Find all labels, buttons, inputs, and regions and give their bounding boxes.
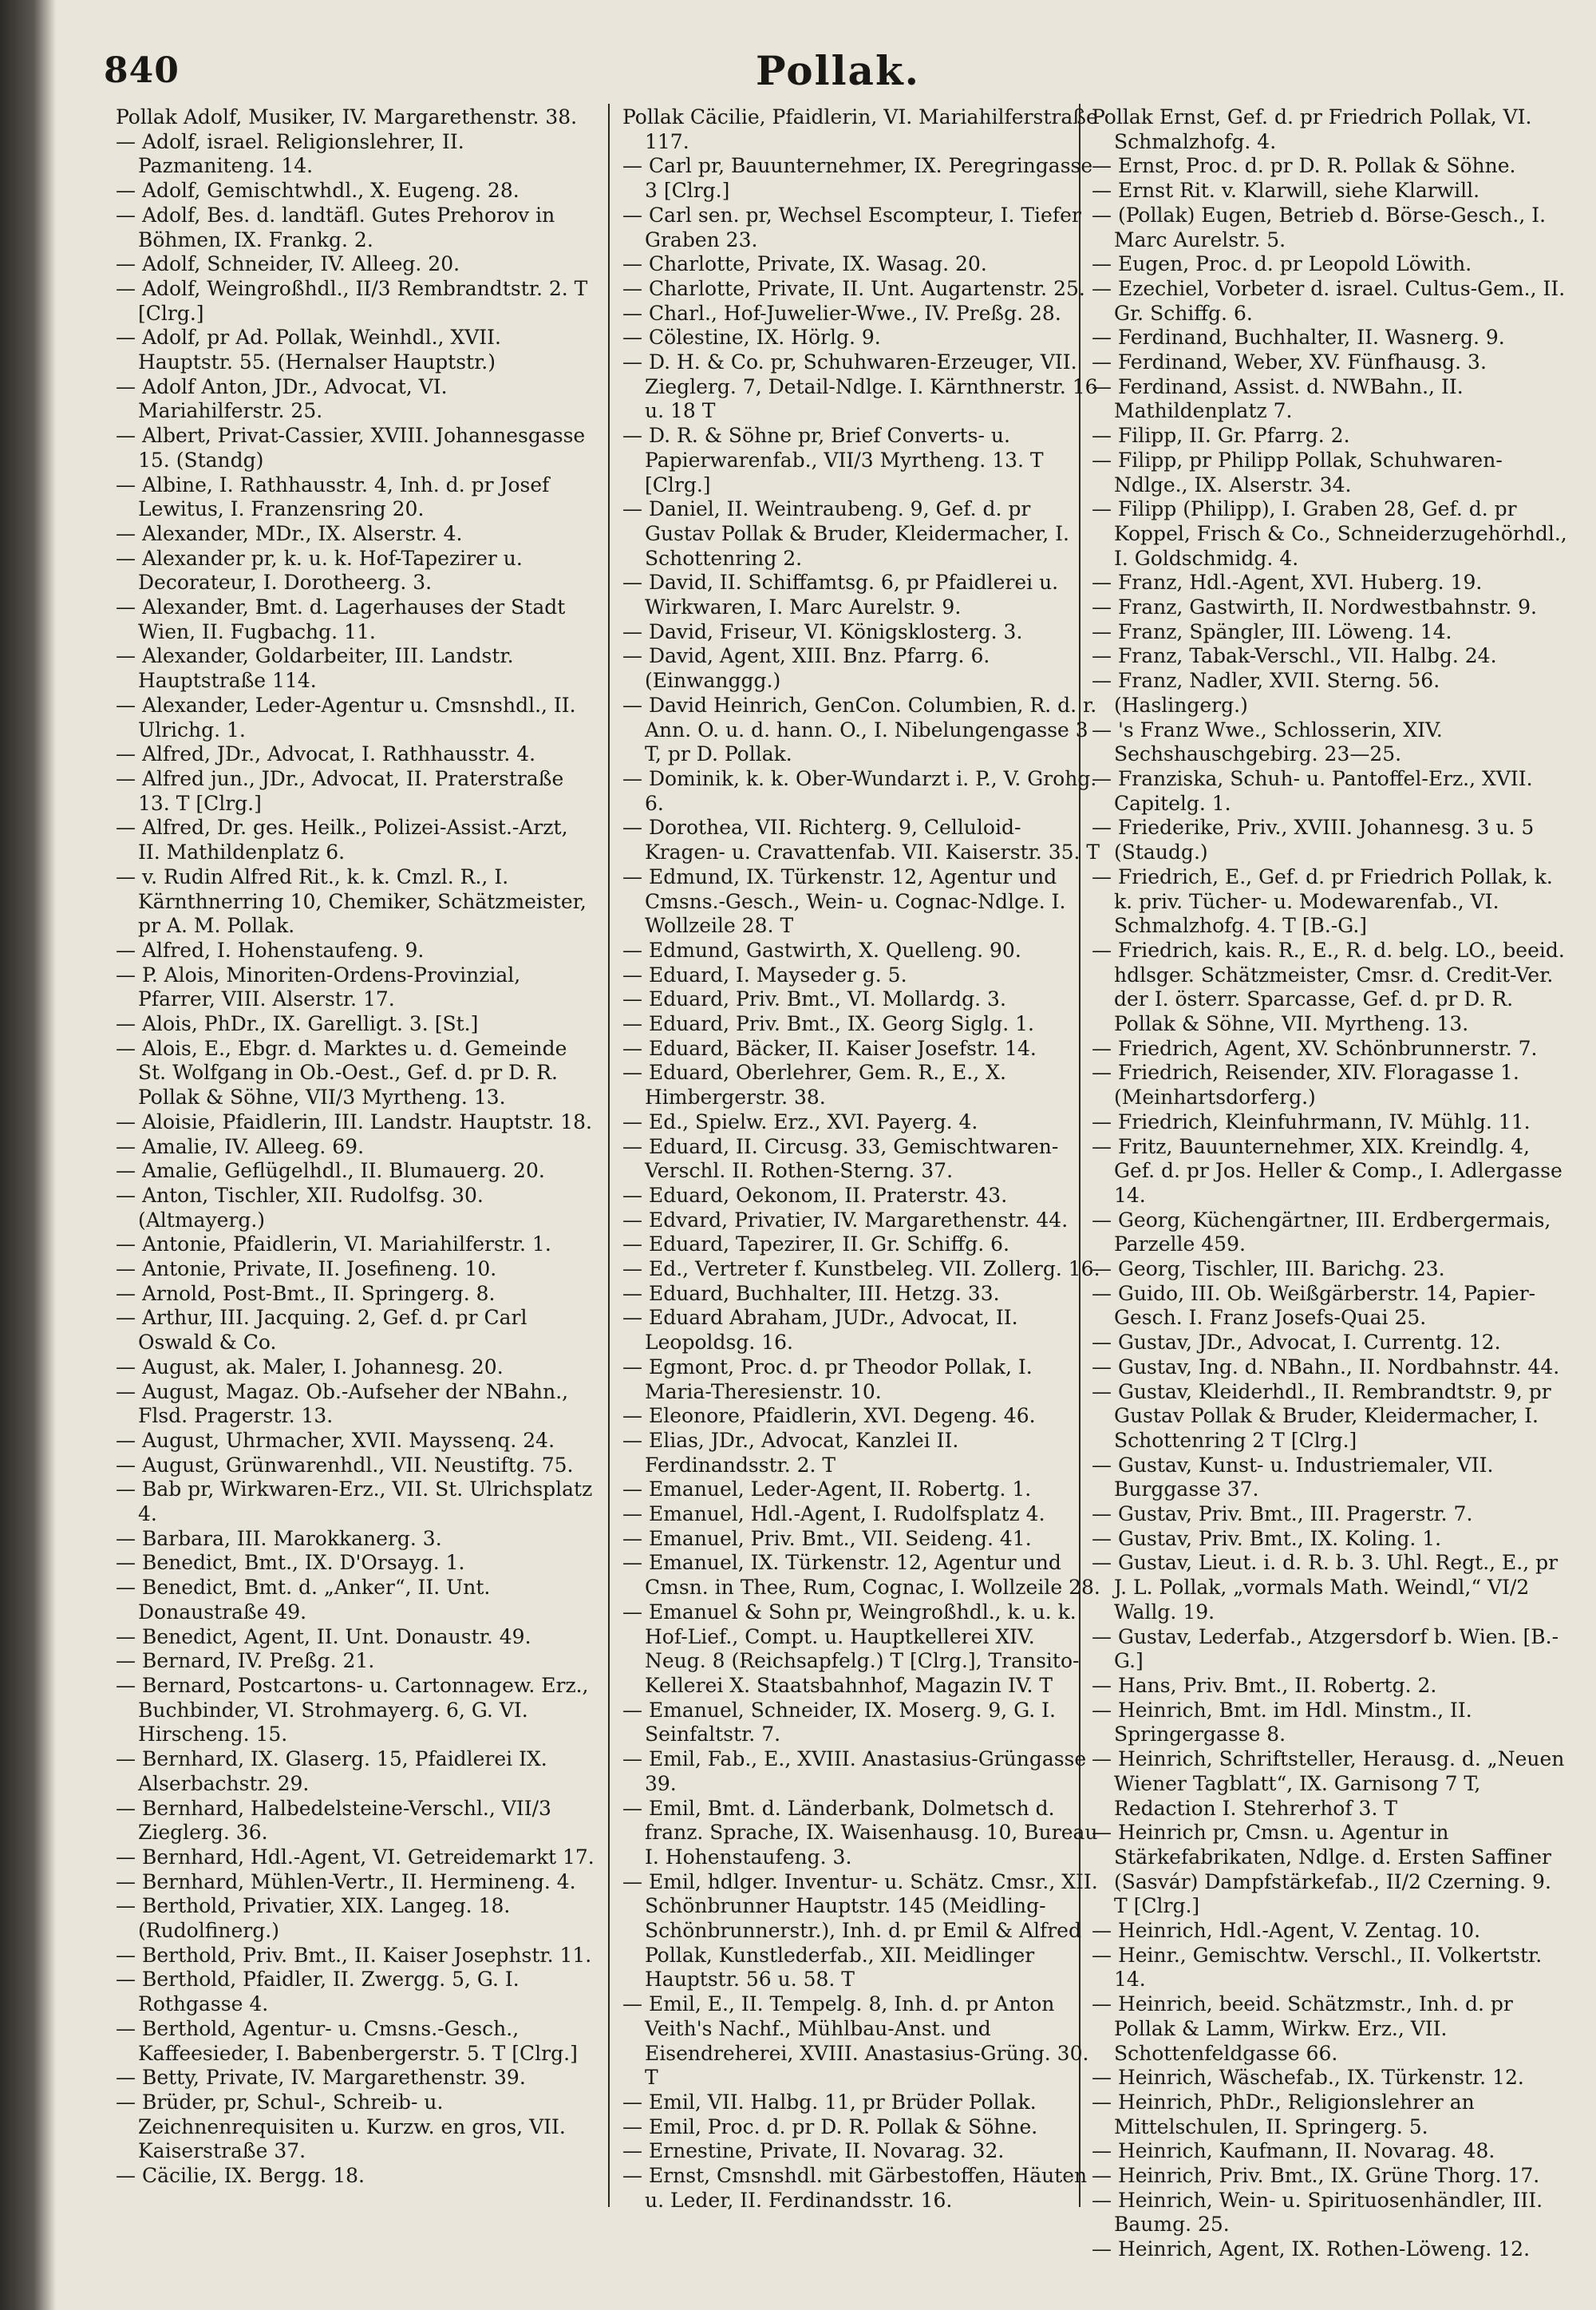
directory-entry: — Friedrich, E., Gef. d. pr Friedrich Pollak, k. k. priv. Tücher- u. Modewarenfab., VI. Schmalzhofg. 4. T [B.-G.]: [1092, 864, 1553, 938]
directory-entry: — Alfred, JDr., Advocat, I. Rathhausstr. 4.: [116, 742, 536, 766]
column-left: [116, 105, 595, 2189]
directory-entry: — Eduard, I. Mayseder g. 5.: [622, 963, 907, 987]
directory-entry: — Adolf, pr Ad. Pollak, Weinhdl., XVII. Hauptstr. 55. (Hernalser Hauptstr.): [116, 326, 501, 374]
directory-entry: — v. Rudin Alfred Rit., k. k. Cmzl. R., I. Kärnthnerring 10, Chemiker, Schätzmeister, pr A. M. Pollak.: [116, 864, 587, 938]
directory-entry: — Emil, Bmt. d. Länderbank, Dolmetsch d. franz. Sprache, IX. Waisenhausg. 10, Bureau I. Hohenstaufeng. 3.: [622, 1796, 1098, 1869]
directory-entry: — Gustav, Priv. Bmt., IX. Koling. 1.: [1092, 1526, 1442, 1550]
directory-entry: — Benedict, Bmt. d. „Anker“, II. Unt. Donaustraße 49.: [116, 1576, 491, 1624]
directory-entry: — Emil, E., II. Tempelg. 8, Inh. d. pr Anton Veith's Nachf., Mühlbau-Anst. und Eisendreherei, XVIII. Anastasius-Grüng. 30. T: [622, 1992, 1089, 2090]
directory-entry: — Eduard, Priv. Bmt., VI. Mollardg. 3.: [622, 987, 1006, 1011]
directory-entry: — Gustav, Kunst- u. Industriemaler, VII. Burggasse 37.: [1092, 1453, 1494, 1501]
directory-entry: — Ernst, Proc. d. pr D. R. Pollak & Söhne.: [1092, 154, 1516, 178]
directory-entry: — Benedict, Agent, II. Unt. Donaustr. 49.: [116, 1624, 531, 1648]
directory-entry: — Eduard, II. Circusg. 33, Gemischtwaren-Verschl. II. Rothen-Sterng. 37.: [622, 1134, 1059, 1183]
directory-entry: — Heinrich, Bmt. im Hdl. Minstm., II. Springergasse 8.: [1092, 1698, 1472, 1746]
directory-entry: — Emanuel & Sohn pr, Weingroßhdl., k. u. k. Hof-Lief., Compt. u. Hauptkellerei XIV. Neug. 8 (Reichsapfelg.) T [Clrg.], Transito-Kellerei X. Staatsbahnhof, Magazin IV. T: [622, 1600, 1080, 1697]
directory-entry: — Berthold, Priv. Bmt., II. Kaiser Josephstr. 11.: [116, 1943, 592, 1967]
directory-entry: — Berthold, Agentur- u. Cmsns.-Gesch., Kaffeesieder, I. Babenbergerstr. 5. T [Clrg.]: [116, 2016, 578, 2065]
directory-entry: — Emil, VII. Halbg. 11, pr Brüder Pollak.: [622, 2090, 1037, 2114]
directory-entry: — Anton, Tischler, XII. Rudolfsg. 30. (Altmayerg.): [116, 1183, 484, 1232]
directory-entry: — Heinrich, PhDr., Religionslehrer an Mittelschulen, II. Springerg. 5.: [1092, 2090, 1475, 2138]
directory-entry: — Heinrich, Wäschefab., IX. Türkenstr. 12.: [1092, 2066, 1524, 2090]
directory-entry: — Gustav, Lederfab., Atzgersdorf b. Wien. [B.-G.]: [1092, 1624, 1559, 1673]
directory-entry: — Amalie, Geflügelhdl., II. Blumauerg. 20.: [116, 1159, 545, 1183]
directory-entry: — Edvard, Privatier, IV. Margarethenstr. 44.: [622, 1208, 1069, 1232]
directory-entry: — Bernhard, Halbedelsteine-Verschl., VII/3 Zieglerg. 36.: [116, 1796, 551, 1845]
directory-entry: — Friedrich, kais. R., E., R. d. belg. LO., beeid. hdlsger. Schätzmeister, Cmsr. d. Credit-Ver. der I. österr. Sparcasse, Gef. d. pr D. R. Pollak & Söhne, VII. Myrtheng. 13.: [1092, 938, 1565, 1036]
directory-entry: — Alexander, MDr., IX. Alserstr. 4.: [116, 521, 463, 545]
column-right: [1092, 105, 1570, 2262]
directory-entry: — Alois, E., Ebgr. d. Marktes u. d. Gemeinde St. Wolfgang in Ob.-Oest., Gef. d. pr D. R. Pollak & Söhne, VII/3 Myrtheng. 13.: [116, 1036, 567, 1110]
directory-entry: Pollak Adolf, Musiker, IV. Margarethenstr. 38.: [116, 105, 578, 129]
directory-entry: — David Heinrich, GenCon. Columbien, R. d. r. Ann. O. u. d. hann. O., I. Nibelungengasse 3 T, pr D. Pollak.: [622, 693, 1097, 766]
directory-entry: — Hans, Priv. Bmt., II. Robertg. 2.: [1092, 1674, 1437, 1697]
directory-entry: — Cäcilie, IX. Bergg. 18.: [116, 2164, 365, 2188]
directory-entry: — August, Uhrmacher, XVII. Mayssenq. 24.: [116, 1428, 555, 1452]
directory-entry: — Brüder, pr, Schul-, Schreib- u. Zeichnenrequisiten u. Kurzw. en gros, VII. Kaiserstraße 37.: [116, 2090, 566, 2163]
directory-entry: — August, ak. Maler, I. Johannesg. 20.: [116, 1355, 504, 1378]
directory-entry: — Berthold, Pfaidler, II. Zwergg. 5, G. I. Rothgasse 4.: [116, 1968, 519, 2016]
directory-entry: — Albert, Privat-Cassier, XVIII. Johannesgasse 15. (Standg): [116, 424, 586, 472]
directory-entry: — Alexander, Bmt. d. Lagerhauses der Stadt Wien, II. Fugbachg. 11.: [116, 595, 566, 643]
directory-entry: — Fritz, Bauunternehmer, XIX. Kreindlg. 4, Gef. d. pr Jos. Heller & Comp., I. Adlergasse 14.: [1092, 1134, 1562, 1207]
directory-entry: — Alexander pr, k. u. k. Hof-Tapezirer u. Decorateur, I. Dorotheerg. 3.: [116, 546, 523, 595]
directory-entry: — Eduard, Tapezirer, II. Gr. Schiffg. 6.: [622, 1232, 1009, 1256]
directory-entry: — Heinrich, Agent, IX. Rothen-Löweng. 12.: [1092, 2237, 1531, 2261]
directory-entry: — Franz, Spängler, III. Löweng. 14.: [1092, 619, 1452, 643]
directory-entry: — Georg, Tischler, III. Barichg. 23.: [1092, 1257, 1445, 1281]
directory-entry: — Betty, Private, IV. Margarethenstr. 39.: [116, 2066, 526, 2090]
directory-entry: — Eduard, Oekonom, II. Praterstr. 43.: [622, 1183, 1008, 1207]
directory-entry: — Gustav, Lieut. i. d. R. b. 3. Uhl. Regt., E., pr J. L. Pollak, „vormals Math. Weindl,“ VI/2 Wallg. 19.: [1092, 1551, 1558, 1624]
directory-entry: — Carl sen. pr, Wechsel Escompteur, I. Tiefer Graben 23.: [622, 203, 1081, 251]
directory-entry: — Ernst Rit. v. Klarwill, siehe Klarwill.: [1092, 179, 1480, 203]
directory-entry: — David, Agent, XIII. Bnz. Pfarrg. 6. (Einwanggg.): [622, 644, 990, 693]
directory-entry: — Eduard, Oberlehrer, Gem. R., E., X. Himbergerstr. 38.: [622, 1061, 1006, 1110]
directory-entry: — Adolf, israel. Religionslehrer, II. Pazmaniteng. 14.: [116, 129, 464, 178]
directory-entry: — Franz, Hdl.-Agent, XVI. Huberg. 19.: [1092, 571, 1483, 595]
directory-entry: — Adolf Anton, JDr., Advocat, VI. Mariahilferstr. 25.: [116, 374, 448, 423]
scan-edge-shadow: [0, 0, 56, 2310]
directory-entry: — Franziska, Schuh- u. Pantoffel-Erz., XVII. Capitelg. 1.: [1092, 766, 1533, 815]
directory-entry: — Antonie, Private, II. Josefineng. 10.: [116, 1257, 497, 1281]
column-middle: [622, 105, 1101, 2213]
directory-entry: — Ed., Spielw. Erz., XVI. Payerg. 4.: [622, 1110, 978, 1133]
directory-entry: — Georg, Küchengärtner, III. Erdbergermais, Parzelle 459.: [1092, 1208, 1551, 1256]
directory-entry: — Gustav, Priv. Bmt., III. Pragerstr. 7.: [1092, 1502, 1473, 1526]
directory-entry: — Bab pr, Wirkwaren-Erz., VII. St. Ulrichsplatz 4.: [116, 1477, 593, 1526]
directory-entry: — Eduard, Priv. Bmt., IX. Georg Siglg. 1.: [622, 1012, 1034, 1036]
directory-entry: — Cölestine, IX. Hörlg. 9.: [622, 326, 881, 350]
directory-entry: — David, II. Schiffamtsg. 6, pr Pfaidlerei u. Wirkwaren, I. Marc Aurelstr. 9.: [622, 571, 1059, 619]
page-number: 840: [104, 50, 180, 91]
directory-entry: — Adolf, Weingroßhdl., II/3 Rembrandtstr. 2. T [Clrg.]: [116, 276, 588, 325]
directory-entry: — 's Franz Wwe., Schlosserin, XIV. Sechshauschgebirg. 23—25.: [1092, 718, 1443, 766]
directory-entry: — Dominik, k. k. Ober-Wundarzt i. P., V. Grohg. 6.: [622, 766, 1097, 815]
directory-entry: — Alfred jun., JDr., Advocat, II. Praterstraße 13. T [Clrg.]: [116, 766, 564, 815]
directory-entry: — P. Alois, Minoriten-Ordens-Provinzial, Pfarrer, VIII. Alserstr. 17.: [116, 963, 521, 1011]
directory-entry: — Alexander, Goldarbeiter, III. Landstr. Hauptstraße 114.: [116, 644, 514, 693]
directory-entry: — Charlotte, Private, IX. Wasag. 20.: [622, 252, 987, 276]
directory-entry: — Dorothea, VII. Richterg. 9, Celluloid-Kragen- u. Cravattenfab. VII. Kaiserstr. 35. T: [622, 816, 1100, 864]
directory-entry: — Arthur, III. Jacquing. 2, Gef. d. pr Carl Oswald & Co.: [116, 1306, 527, 1355]
directory-entry: — Heinrich, Priv. Bmt., IX. Grüne Thorg. 17.: [1092, 2164, 1540, 2188]
directory-entry: — August, Grünwarenhdl., VII. Neustiftg. 75.: [116, 1453, 574, 1477]
directory-entry: — Eduard, Buchhalter, III. Hetzg. 33.: [622, 1281, 1000, 1305]
directory-entry: — Ferdinand, Assist. d. NWBahn., II. Mathildenplatz 7.: [1092, 374, 1464, 423]
directory-entry: — Carl pr, Bauunternehmer, IX. Peregringasse 3 [Clrg.]: [622, 154, 1093, 203]
directory-entry: — Emanuel, Schneider, IX. Moserg. 9, G. I. Seinfaltstr. 7.: [622, 1698, 1056, 1746]
directory-entry: — Ferdinand, Weber, XV. Fünfhausg. 3.: [1092, 350, 1487, 374]
directory-entry: — Daniel, II. Weintraubeng. 9, Gef. d. pr Gustav Pollak & Bruder, Kleidermacher, I. Schottenring 2.: [622, 497, 1069, 570]
directory-entry: — Heinrich pr, Cmsn. u. Agentur in Stärkefabrikaten, Ndlge. d. Ersten Saffiner (Sasvár) Dampfstärkefab., II/2 Czerning. 9. T [Clrg.]: [1092, 1821, 1551, 1918]
directory-entry: — Emil, Proc. d. pr D. R. Pollak & Söhne.: [622, 2114, 1038, 2138]
directory-entry: — Albine, I. Rathhausstr. 4, Inh. d. pr Josef Lewitus, I. Franzensring 20.: [116, 473, 550, 521]
directory-entry: — Filipp, II. Gr. Pfarrg. 2.: [1092, 424, 1350, 448]
directory-entry: — Bernard, Postcartons- u. Cartonnagew. Erz., Buchbinder, VI. Strohmayerg. 6, G. VI. Hirscheng. 15.: [116, 1674, 589, 1746]
directory-entry: — Emanuel, Leder-Agent, II. Robertg. 1.: [622, 1477, 1032, 1501]
directory-entry: — August, Magaz. Ob.-Aufseher der NBahn., Flsd. Pragerstr. 13.: [116, 1379, 569, 1428]
running-head: Pollak.: [755, 47, 921, 94]
directory-entry: — Alfred, Dr. ges. Heilk., Polizei-Assist.-Arzt, II. Mathildenplatz 6.: [116, 816, 568, 864]
directory-entry: Pollak Cäcilie, Pfaidlerin, VI. Mariahilferstraße 117.: [622, 105, 1098, 153]
directory-entry: — Elias, JDr., Advocat, Kanzlei II. Ferdinandsstr. 2. T: [622, 1428, 959, 1477]
column-divider: [608, 104, 610, 2207]
directory-entry: — Adolf, Bes. d. landtäfl. Gutes Prehorov in Böhmen, IX. Frankg. 2.: [116, 203, 555, 251]
directory-entry: — Emanuel, Hdl.-Agent, I. Rudolfsplatz 4.: [622, 1502, 1045, 1526]
directory-entry: — Antonie, Pfaidlerin, VI. Mariahilferstr. 1.: [116, 1232, 551, 1256]
directory-entry: — (Pollak) Eugen, Betrieb d. Börse-Gesch., I. Marc Aurelstr. 5.: [1092, 203, 1547, 251]
directory-entry: — Edmund, Gastwirth, X. Quelleng. 90.: [622, 938, 1021, 962]
directory-entry: — Charlotte, Private, II. Unt. Augartenstr. 25.: [622, 276, 1085, 300]
directory-entry: — Ernestine, Private, II. Novarag. 32.: [622, 2139, 1005, 2163]
directory-entry: — David, Friseur, VI. Königsklosterg. 3.: [622, 619, 1023, 643]
directory-entry: — Heinrich, Hdl.-Agent, V. Zentag. 10.: [1092, 1919, 1481, 1943]
directory-entry: — Emanuel, IX. Türkenstr. 12, Agentur und Cmsn. in Thee, Rum, Cognac, I. Wollzeile 28.: [622, 1551, 1100, 1600]
directory-entry: — Amalie, IV. Alleeg. 69.: [116, 1134, 365, 1158]
directory-entry: — Ezechiel, Vorbeter d. israel. Cultus-Gem., II. Gr. Schiffg. 6.: [1092, 276, 1566, 325]
directory-entry: — Gustav, Kleiderhdl., II. Rembrandtstr. 9, pr Gustav Pollak & Bruder, Kleidermacher, I. Schottenring 2 T [Clrg.]: [1092, 1379, 1551, 1452]
directory-entry: — Eduard Abraham, JUDr., Advocat, II. Leopoldsg. 16.: [622, 1306, 1018, 1355]
directory-entry: — Berthold, Privatier, XIX. Langeg. 18. (Rudolfinerg.): [116, 1894, 511, 1943]
directory-entry: — Alois, PhDr., IX. Garelligt. 3. [St.]: [116, 1012, 479, 1036]
directory-entry: — Franz, Nadler, XVII. Sterng. 56. (Haslingerg.): [1092, 669, 1440, 717]
directory-entry: — Eleonore, Pfaidlerin, XVI. Degeng. 46.: [622, 1404, 1036, 1428]
directory-entry: — Guido, III. Ob. Weißgärberstr. 14, Papier-Gesch. I. Franz Josefs-Quai 25.: [1092, 1281, 1536, 1330]
directory-entry: — Emil, hdlger. Inventur- u. Schätz. Cmsr., XII. Schönbrunner Hauptstr. 145 (Meidling-Schönbrunnerstr.), Inh. d. pr Emil & Alfred Pollak, Kunstlederfab., XII. Meidlinger Hauptstr. 56 u. 58. T: [622, 1869, 1098, 1992]
directory-entry: — Filipp, pr Philipp Pollak, Schuhwaren-Ndlge., IX. Alserstr. 34.: [1092, 448, 1503, 496]
directory-entry: — Ed., Vertreter f. Kunstbeleg. VII. Zollerg. 16.: [622, 1257, 1100, 1281]
directory-entry: — Adolf, Gemischtwhdl., X. Eugeng. 28.: [116, 179, 519, 203]
directory-entry: — D. R. & Söhne pr, Brief Converts- u. Papierwarenfab., VII/3 Myrtheng. 13. T [Clrg.]: [622, 424, 1044, 496]
directory-entry: — Alfred, I. Hohenstaufeng. 9.: [116, 938, 425, 962]
directory-entry: — Bernhard, IX. Glaserg. 15, Pfaidlerei IX. Alserbachstr. 29.: [116, 1747, 547, 1795]
directory-entry: — Bernard, IV. Preßg. 21.: [116, 1649, 375, 1673]
directory-entry: — D. H. & Co. pr, Schuhwaren-Erzeuger, VII. Zieglerg. 7, Detail-Ndlge. I. Kärnthnerstr. 16 u. 18 T: [622, 350, 1098, 423]
directory-entry: — Gustav, JDr., Advocat, I. Currentg. 12.: [1092, 1331, 1501, 1355]
directory-entry: Pollak Ernst, Gef. d. pr Friedrich Pollak, VI. Schmalzhofg. 4.: [1092, 105, 1532, 153]
directory-entry: — Bernhard, Hdl.-Agent, VI. Getreidemarkt 17.: [116, 1845, 595, 1869]
directory-entry: — Alexander, Leder-Agentur u. Cmsnshdl., II. Ulrichg. 1.: [116, 693, 576, 742]
directory-entry: — Friedrich, Agent, XV. Schönbrunnerstr. 7.: [1092, 1036, 1538, 1060]
directory-entry: — Heinr., Gemischtw. Verschl., II. Volkertstr. 14.: [1092, 1943, 1543, 1992]
directory-entry: — Friederike, Priv., XVIII. Johannesg. 3 u. 5 (Staudg.): [1092, 816, 1535, 864]
page-header: [104, 44, 1572, 100]
directory-entry: — Ferdinand, Buchhalter, II. Wasnerg. 9.: [1092, 326, 1505, 350]
directory-entry: — Friedrich, Reisender, XIV. Floragasse 1. (Meinhartsdorferg.): [1092, 1061, 1519, 1110]
directory-entry: — Heinrich, Kaufmann, II. Novarag. 48.: [1092, 2139, 1495, 2163]
directory-entry: — Gustav, Ing. d. NBahn., II. Nordbahnstr. 44.: [1092, 1355, 1560, 1378]
directory-entry: — Emil, Fab., E., XVIII. Anastasius-Grüngasse 39.: [622, 1747, 1087, 1795]
directory-entry: — Barbara, III. Marokkanerg. 3.: [116, 1526, 442, 1550]
directory-entry: — Egmont, Proc. d. pr Theodor Pollak, I. Maria-Theresienstr. 10.: [622, 1355, 1033, 1403]
directory-entry: — Aloisie, Pfaidlerin, III. Landstr. Hauptstr. 18.: [116, 1110, 592, 1133]
directory-entry: — Heinrich, beeid. Schätzmstr., Inh. d. pr Pollak & Lamm, Wirkw. Erz., VII. Schottenfeldgasse 66.: [1092, 1992, 1513, 2065]
directory-entry: — Filipp (Philipp), I. Graben 28, Gef. d. pr Koppel, Frisch & Co., Schneiderzugehörhdl., I. Goldschmidg. 4.: [1092, 497, 1567, 570]
directory-entry: — Benedict, Bmt., IX. D'Orsayg. 1.: [116, 1551, 465, 1575]
directory-entry: — Franz, Tabak-Verschl., VII. Halbg. 24.: [1092, 644, 1497, 668]
directory-entry: — Emanuel, Priv. Bmt., VII. Seideng. 41.: [622, 1526, 1032, 1550]
directory-entry: — Edmund, IX. Türkenstr. 12, Agentur und Cmsns.-Gesch., Wein- u. Cognac-Ndlge. I. Wollzeile 28. T: [622, 864, 1066, 938]
directory-entry: — Friedrich, Kleinfuhrmann, IV. Mühlg. 11.: [1092, 1110, 1531, 1133]
directory-entry: — Heinrich, Wein- u. Spirituosenhändler, III. Baumg. 25.: [1092, 2188, 1543, 2237]
directory-entry: — Heinrich, Schriftsteller, Herausg. d. „Neuen Wiener Tagblatt“, IX. Garnisong 7 T, Redaction I. Stehrerhof 3. T: [1092, 1747, 1565, 1820]
directory-entry: — Bernhard, Mühlen-Vertr., II. Hermineng. 4.: [116, 1869, 576, 1893]
directory-entry: — Franz, Gastwirth, II. Nordwestbahnstr. 9.: [1092, 595, 1537, 619]
directory-entry: — Ernst, Cmsnshdl. mit Gärbestoffen, Häuten u. Leder, II. Ferdinandsstr. 16.: [622, 2164, 1088, 2212]
directory-entry: — Adolf, Schneider, IV. Alleeg. 20.: [116, 252, 460, 276]
directory-entry: — Charl., Hof-Juwelier-Wwe., IV. Preßg. 28.: [622, 301, 1061, 325]
directory-entry: — Eduard, Bäcker, II. Kaiser Josefstr. 14.: [622, 1036, 1037, 1060]
directory-entry: — Eugen, Proc. d. pr Leopold Löwith.: [1092, 252, 1472, 276]
directory-entry: — Arnold, Post-Bmt., II. Springerg. 8.: [116, 1281, 496, 1305]
